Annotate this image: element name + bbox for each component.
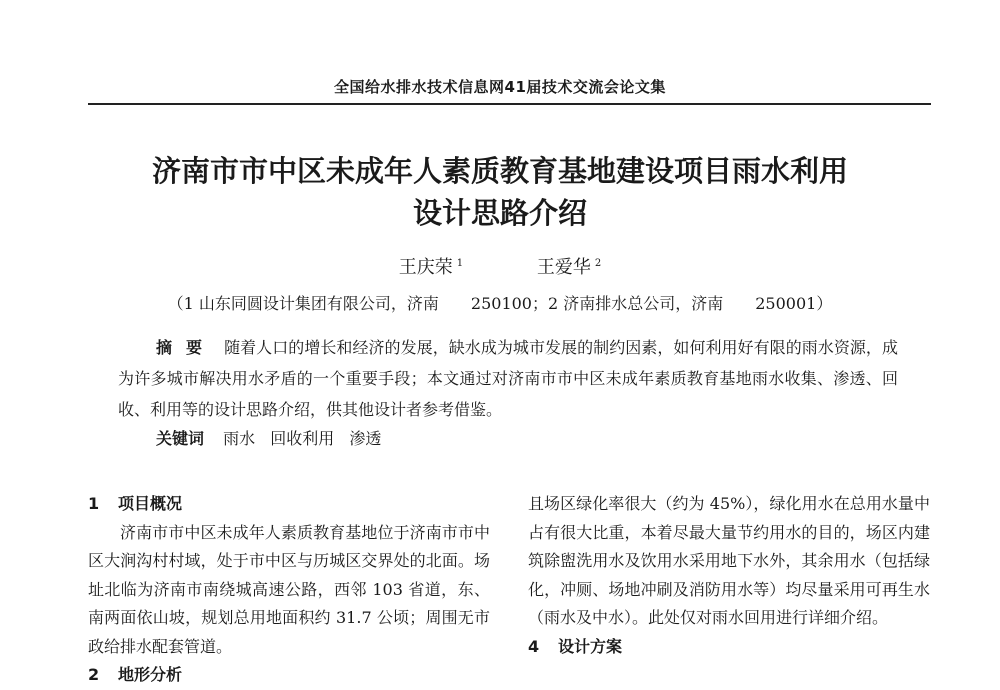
section-number: 4 <box>528 636 540 656</box>
title-line-2: 设计思路介绍 <box>412 196 587 230</box>
affiliation: （1 山东同圆设计集团有限公司，济南 250100；2 济南排水总公司，济南 250001） <box>167 294 833 313</box>
right-column-paragraph: 且场区绿化率很大（约为 45%），绿化用水在总用水量中占有很大比重，本着尽最大量节约用水的目的，场区内建筑除盥洗用水及饮用水采用地下水外，其余用水（包括绿化，冲厕、场地冲刷及消防用水等）均尽量采用可再生水（雨水及中水）。此处仅对雨水回用进行详细介绍。 <box>528 494 930 627</box>
running-head: 全国给水排水技术信息网41届技术交流会论文集 <box>334 78 666 96</box>
section-number: 2 <box>88 665 100 684</box>
section-1-paragraph: 济南市市中区未成年人素质教育基地位于济南市市中区大涧沟村村域，处于市中区与历城区交界处的北面。场址北临为济南市南绕城高速公路，西邻 103 省道，东、南两面依山坡，规划总用地面积约 31.7 公顷；周围无市政给排水配套管道。 <box>88 522 490 656</box>
author-affil-mark: 1 <box>456 258 464 269</box>
left-column <box>88 490 490 690</box>
title-line-1: 济南市市中区未成年人素质教育基地建设项目雨水利用 <box>151 154 848 188</box>
section-4-heading <box>528 633 930 662</box>
keyword: 渗透 <box>349 429 382 448</box>
section-2-heading <box>88 661 490 690</box>
section-title: 地形分析 <box>118 665 183 684</box>
abstract-text: 随着人口的增长和经济的发展，缺水成为城市发展的制约因素，如何利用好有限的雨水资源，成为许多城市解决用水矛盾的一个重要手段；本文通过对济南市市中区未成年素质教育基地雨水收集、渗透、回收、利用等的设计思路介绍，供其他设计者参考借鉴。 <box>118 338 898 419</box>
authors <box>0 252 1000 280</box>
author-name: 王庆荣 <box>398 257 453 278</box>
author-affil-mark: 2 <box>594 258 602 269</box>
abstract <box>118 332 898 425</box>
keyword: 回收利用 <box>270 429 335 448</box>
section-title: 设计方案 <box>558 636 623 656</box>
keyword: 雨水 <box>223 429 256 448</box>
section-1-heading <box>88 490 490 519</box>
author-name: 王爱华 <box>536 257 591 278</box>
keywords <box>156 426 391 449</box>
author-1 <box>399 252 463 280</box>
paper-title <box>0 150 1000 234</box>
header-rule <box>88 103 931 105</box>
right-column <box>528 490 930 661</box>
section-number: 1 <box>88 494 100 513</box>
section-title: 项目概况 <box>118 494 183 513</box>
author-2 <box>537 252 601 280</box>
abstract-label: 摘要 <box>156 338 217 357</box>
keywords-label: 关键词 <box>156 429 205 448</box>
